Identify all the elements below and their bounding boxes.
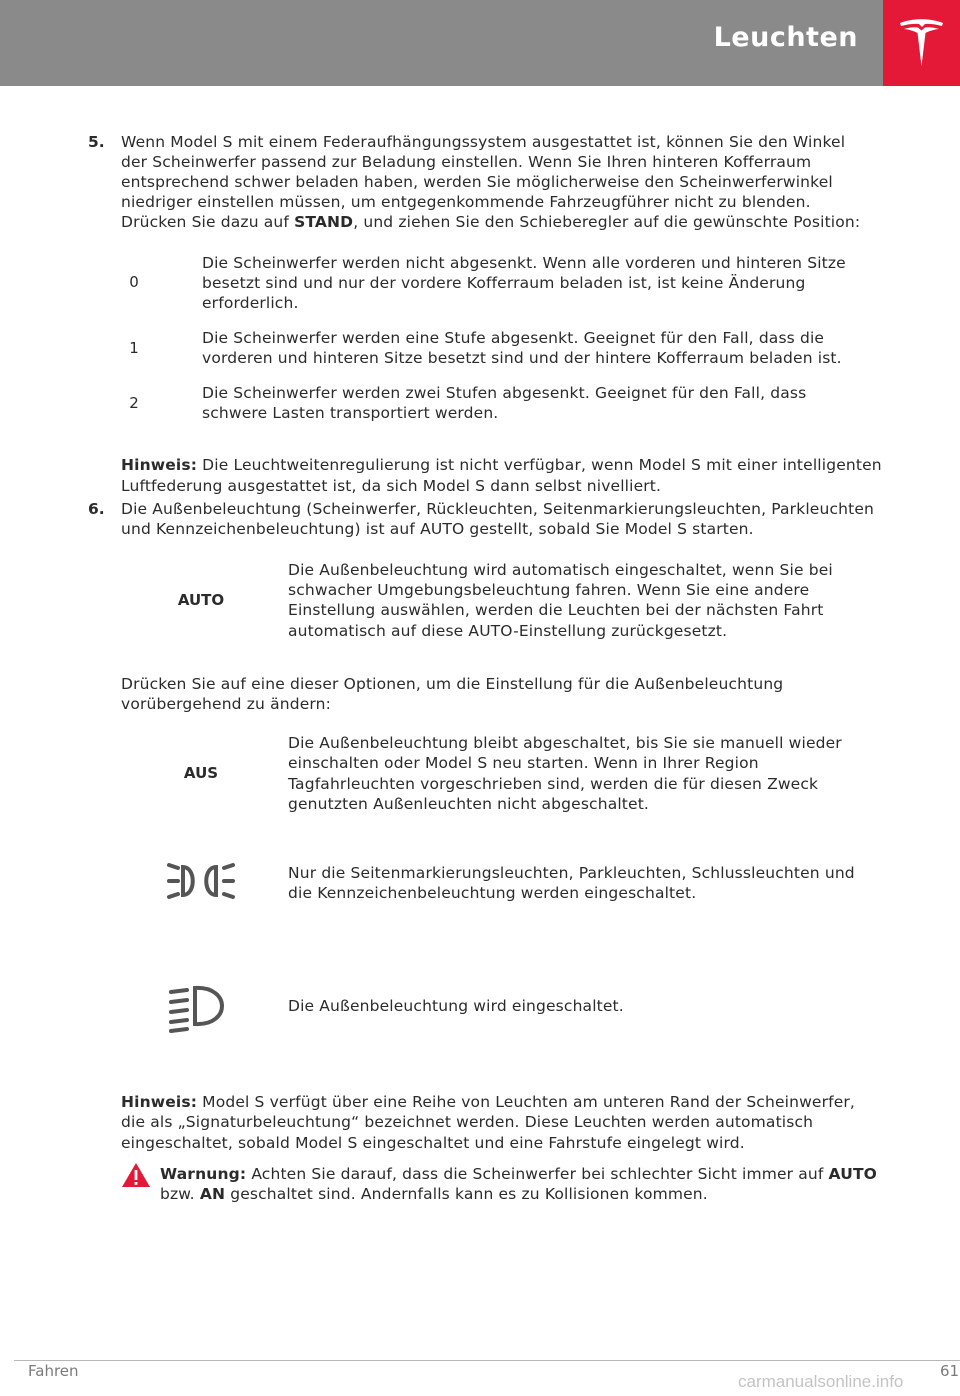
auto-line4: automatisch auf diese AUTO-Einstellung zurückgesetzt. xyxy=(288,622,728,640)
step5-line4: niedriger einstellen müssen, um entgegenkommende Fahrzeugführer nicht zu blenden. xyxy=(121,193,811,211)
step-number: 6. xyxy=(88,500,105,518)
note-signature-line2: die als „Signaturbeleuchtung“ bezeichnet werden. Diese Leuchten werden automatisch xyxy=(121,1113,814,1131)
step6-line1: Die Außenbeleuchtung (Scheinwerfer, Rückleuchten, Seitenmarkierungsleuchten, Parkleuchten xyxy=(121,500,874,518)
aus-line1: Die Außenbeleuchtung bleibt abgeschaltet, bis Sie sie manuell wieder xyxy=(288,734,842,752)
note-levelling-line2: Luftfederung ausgestattet ist, da sich Model S dann selbst nivelliert. xyxy=(121,477,662,495)
note-label: Hinweis: xyxy=(121,1093,198,1111)
page-header xyxy=(0,0,960,86)
temp-line1: Drücken Sie auf eine dieser Optionen, um die Einstellung für die Außenbeleuchtung xyxy=(121,675,784,693)
footer-divider xyxy=(14,1360,960,1361)
level-0-line3: erforderlich. xyxy=(202,294,299,312)
warning-line1: Warnung: Achten Sie darauf, dass die Scheinwerfer bei schlechter Sicht immer auf AUTO xyxy=(160,1165,878,1183)
aus-key: AUS xyxy=(183,764,219,782)
level-0-key: 0 xyxy=(129,273,139,291)
step6-line2: und Kennzeichenbeleuchtung) ist auf AUTO gestellt, sobald Sie Model S starten. xyxy=(121,520,754,538)
aus-line3: Tagfahrleuchten vorgeschrieben sind, werden die für diesen Zweck xyxy=(288,775,819,793)
tesla-logo xyxy=(883,0,960,86)
step-number: 5. xyxy=(88,133,105,151)
level-0-line1: Die Scheinwerfer werden nicht abgesenkt. Wenn alle vorderen und hinteren Sitze xyxy=(202,254,846,272)
note-signature-line1: Hinweis: Model S verfügt über eine Reihe von Leuchten am unteren Rand der Scheinwerfer, xyxy=(121,1093,856,1111)
level-1-key: 1 xyxy=(129,339,139,357)
step5-line2: der Scheinwerfer passend zur Beladung einstellen. Wenn Sie Ihren hinteren Kofferraum xyxy=(121,153,812,171)
temp-line2: vorübergehend zu ändern: xyxy=(121,695,331,713)
low-beam-headlight-icon xyxy=(167,982,237,1034)
stand-label: STAND xyxy=(294,213,354,231)
level-2-key: 2 xyxy=(129,394,139,412)
level-2-line1: Die Scheinwerfer werden zwei Stufen abgesenkt. Geeignet für den Fall, dass xyxy=(202,384,807,402)
warning-icon xyxy=(121,1162,151,1188)
page-number: 61 xyxy=(940,1362,960,1380)
step5-line3: entsprechend schwer beladen haben, werden Sie möglicherweise den Scheinwerferwinkel xyxy=(121,173,833,191)
footer-section: Fahren xyxy=(28,1362,79,1380)
warning-line2: bzw. AN geschaltet sind. Andernfalls kann es zu Kollisionen kommen. xyxy=(160,1185,708,1203)
step5-line5: Drücken Sie dazu auf STAND, und ziehen Sie den Schieberegler auf die gewünschte Position: xyxy=(121,213,861,231)
level-2-line2: schwere Lasten transportiert werden. xyxy=(202,404,499,422)
headlights-line1: Die Außenbeleuchtung wird eingeschaltet. xyxy=(288,997,624,1015)
auto-line1: Die Außenbeleuchtung wird automatisch eingeschaltet, wenn Sie bei xyxy=(288,561,833,579)
aus-line2: einschalten oder Model S neu starten. Wenn in Ihrer Region xyxy=(288,754,759,772)
level-0-line2: besetzt sind und nur der vordere Kofferraum beladen ist, ist keine Änderung xyxy=(202,274,806,292)
parking-line1: Nur die Seitenmarkierungsleuchten, Parkleuchten, Schlussleuchten und xyxy=(288,864,855,882)
auto-line3: Einstellung auswählen, werden die Leuchten bei der nächsten Fahrt xyxy=(288,601,824,619)
level-1-line2: vorderen und hinteren Sitze besetzt sind und der hintere Kofferraum beladen ist. xyxy=(202,349,842,367)
aus-line4: genutzten Außenleuchten nicht abgeschaltet. xyxy=(288,795,650,813)
warning-label: Warnung: xyxy=(160,1165,247,1183)
auto-key: AUTO xyxy=(177,591,225,609)
tesla-t-icon xyxy=(898,17,945,69)
parking-lights-icon xyxy=(166,857,238,905)
page-title: Leuchten xyxy=(713,22,858,53)
step5-line1: Wenn Model S mit einem Federaufhängungssystem ausgestattet ist, können Sie den Winkel xyxy=(121,133,846,151)
auto-line2: schwacher Umgebungsbeleuchtung fahren. Wenn Sie eine andere xyxy=(288,581,810,599)
level-1-line1: Die Scheinwerfer werden eine Stufe abgesenkt. Geeignet für den Fall, dass die xyxy=(202,329,825,347)
note-label: Hinweis: xyxy=(121,456,198,474)
watermark: carmanualsonline.info xyxy=(738,1372,904,1391)
note-signature-line3: eingeschaltet, sobald Model S eingeschaltet und eine Fahrstufe eingelegt wird. xyxy=(121,1134,745,1152)
parking-line2: die Kennzeichenbeleuchtung werden eingeschaltet. xyxy=(288,884,697,902)
note-levelling-line1: Hinweis: Die Leuchtweitenregulierung ist nicht verfügbar, wenn Model S mit einer intelligenten xyxy=(121,456,882,474)
